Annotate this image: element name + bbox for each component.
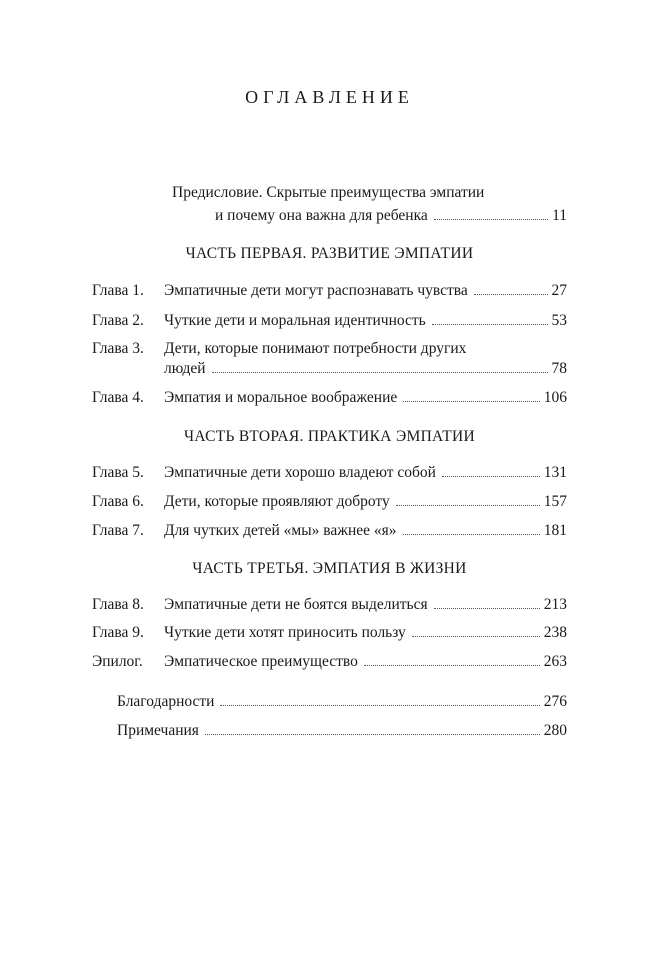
section-title: Примечания (117, 722, 199, 739)
toc-entry-continuation (164, 356, 567, 378)
leader-dots (442, 476, 540, 477)
chapter-title: Эмпатичные дети хорошо владеют собой (164, 464, 436, 481)
toc-title: ОГЛАВЛЕНИЕ (245, 87, 414, 107)
leader-dots (474, 294, 548, 295)
leader-dots (403, 534, 540, 535)
toc-entry (92, 385, 567, 407)
chapter-label: Глава 5. (92, 464, 144, 481)
toc-entry (92, 620, 567, 642)
leader-dots (403, 401, 539, 402)
preface-title: и почему она важна для ребенка (215, 207, 428, 224)
leader-dots (220, 705, 539, 706)
toc-entry (92, 489, 567, 511)
chapter-title: Чуткие дети и моральная идентичность (164, 312, 426, 329)
chapter-title: Для чутких детей «мы» важнее «я» (164, 522, 397, 539)
page-number: 181 (543, 522, 567, 539)
toc-entry (92, 308, 567, 330)
chapter-label: Глава 6. (92, 493, 144, 510)
chapter-title: Эмпатия и моральное воображение (164, 389, 398, 406)
toc-entry (117, 718, 567, 740)
chapter-title: Эмпатичные дети не боятся выделиться (164, 596, 428, 613)
chapter-title: Дети, которые проявляют доброту (164, 493, 390, 510)
page-number: 238 (543, 624, 567, 641)
page-number: 53 (551, 312, 567, 329)
toc-entry (92, 592, 567, 614)
chapter-label: Глава 4. (92, 389, 144, 406)
page-number: 280 (543, 722, 567, 739)
toc-entry (92, 336, 567, 358)
toc-entry (92, 518, 567, 540)
toc-entry (92, 460, 567, 482)
toc-entry (92, 649, 567, 671)
leader-dots (434, 219, 548, 220)
chapter-label: Глава 8. (92, 596, 144, 613)
section-title: Благодарности (117, 693, 215, 710)
chapter-title: Чуткие дети хотят приносить пользу (164, 624, 406, 641)
page-number: 276 (543, 693, 567, 710)
chapter-label: Глава 9. (92, 624, 144, 641)
chapter-title: людей (164, 360, 206, 377)
toc-entry (92, 278, 567, 300)
leader-dots (396, 505, 540, 506)
part-title: ЧАСТЬ ТРЕТЬЯ. ЭМПАТИЯ В ЖИЗНИ (192, 560, 467, 577)
chapter-title: Эмпатичные дети могут распознавать чувства (164, 282, 468, 299)
chapter-label: Глава 1. (92, 282, 144, 299)
toc-entry (117, 689, 567, 711)
part-title: ЧАСТЬ ВТОРАЯ. ПРАКТИКА ЭМПАТИИ (184, 428, 475, 445)
page-number: 11 (552, 207, 567, 224)
chapter-title: Дети, которые понимают потребности других (164, 340, 467, 357)
leader-dots (432, 324, 548, 325)
chapter-label: Глава 2. (92, 312, 144, 329)
leader-dots (434, 608, 540, 609)
chapter-label: Эпилог. (92, 653, 143, 670)
page-number: 27 (551, 282, 567, 299)
leader-dots (364, 665, 540, 666)
leader-dots (412, 636, 540, 637)
preface-line-1: Предисловие. Скрытые преимущества эмпатии (172, 184, 485, 201)
leader-dots (212, 372, 548, 373)
page-number: 78 (551, 360, 567, 377)
leader-dots (205, 734, 540, 735)
page-number: 157 (543, 493, 567, 510)
part-title: ЧАСТЬ ПЕРВАЯ. РАЗВИТИЕ ЭМПАТИИ (185, 245, 474, 262)
chapter-title: Эмпатическое преимущество (164, 653, 358, 670)
page-number: 263 (543, 653, 567, 670)
preface-entry (215, 203, 567, 225)
page-number: 213 (543, 596, 567, 613)
chapter-label: Глава 7. (92, 522, 144, 539)
chapter-label: Глава 3. (92, 340, 144, 357)
page-number: 106 (543, 389, 567, 406)
page-number: 131 (543, 464, 567, 481)
